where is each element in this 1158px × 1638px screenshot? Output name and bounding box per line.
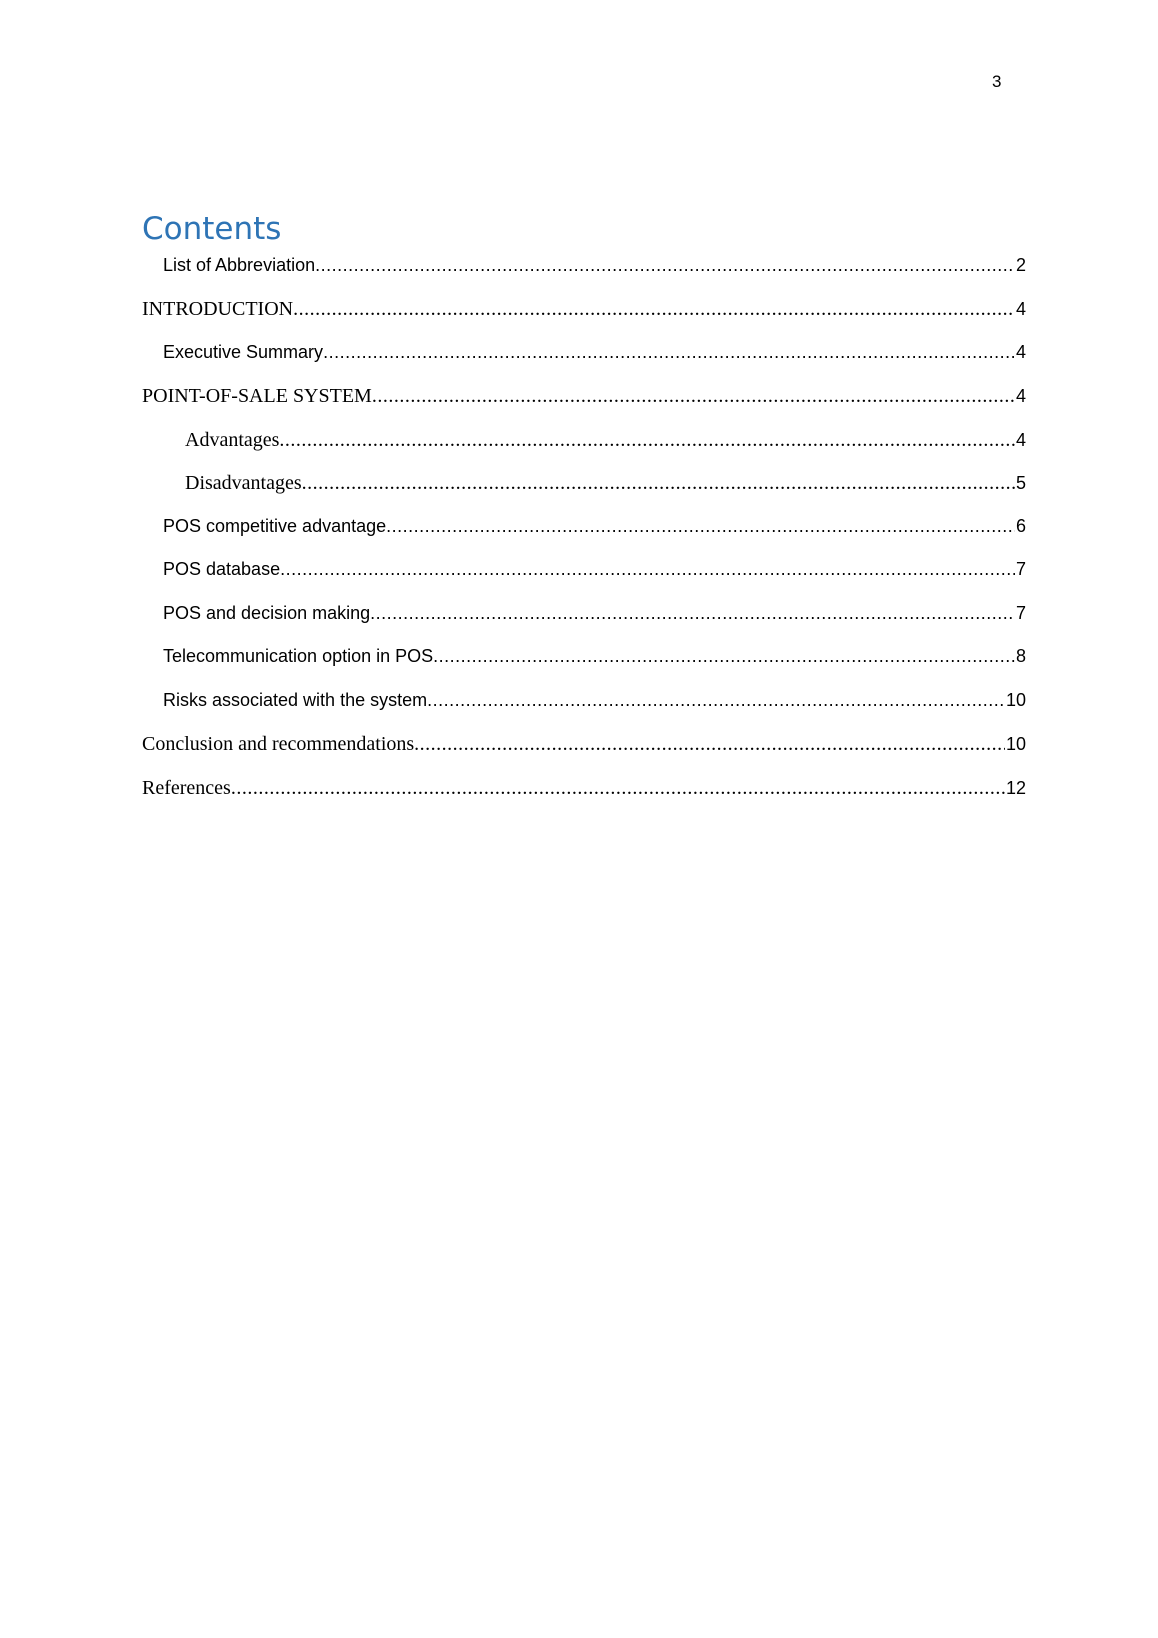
toc-leader-dots [279,429,1015,452]
toc-entry-label: Telecommunication option in POS [163,646,434,666]
toc-leader-dots [231,777,1005,800]
toc-entry-page: 6 [1015,516,1026,536]
toc-entry-list-of-abbreviation[interactable] [142,255,1026,281]
toc-entry-page: 7 [1015,603,1026,623]
toc-entry-label: POS competitive advantage [163,516,387,536]
toc-entry-risks-associated[interactable] [142,690,1026,716]
toc-entry-pos-and-decision-making[interactable] [142,603,1026,629]
toc-entry-label: INTRODUCTION [142,298,294,320]
toc-entry-label: Advantages [185,429,280,451]
toc-entry-introduction[interactable] [142,298,1026,324]
toc-entry-point-of-sale-system[interactable] [142,385,1026,411]
toc-leader-dots [386,516,1015,537]
page-number: 3 [992,72,1002,91]
toc-entry-disadvantages[interactable] [142,472,1026,498]
toc-entry-page: 4 [1015,430,1026,450]
toc-leader-dots [302,472,1015,495]
toc-entry-advantages[interactable] [142,429,1026,455]
toc-entry-label: Risks associated with the system [163,690,428,710]
toc-entry-label: Disadvantages [185,472,302,494]
toc-entry-label: List of Abbreviation [163,255,316,275]
toc-entry-page: 10 [1005,690,1026,710]
toc-entry-page: 4 [1015,386,1026,406]
toc-entry-page: 4 [1015,342,1026,362]
toc-entry-label: Conclusion and recommendations [142,733,415,755]
toc-leader-dots [427,690,1005,711]
toc-entry-label: POS database [163,559,281,579]
toc-entry-page: 8 [1015,646,1026,666]
toc-entry-pos-database[interactable] [142,559,1026,585]
toc-entry-label: Executive Summary [163,342,324,362]
toc-entry-references[interactable] [142,777,1026,803]
toc-entry-executive-summary[interactable] [142,342,1026,368]
toc-entry-page: 7 [1015,559,1026,579]
toc-entry-page: 4 [1015,299,1026,319]
toc-entry-page: 5 [1015,473,1026,493]
toc-entry-conclusion-and-recommendations[interactable] [142,733,1026,759]
toc-entry-pos-competitive-advantage[interactable] [142,516,1026,542]
toc-leader-dots [323,342,1015,363]
toc-leader-dots [280,559,1015,580]
toc-leader-dots [372,385,1015,408]
toc-heading: Contents [142,211,282,247]
toc-entry-page: 10 [1005,734,1026,754]
toc-entry-label: POINT-OF-SALE SYSTEM [142,385,372,407]
toc-entry-label: References [142,777,231,799]
toc-entry-page: 2 [1015,255,1026,275]
toc-entry-page: 12 [1005,778,1026,798]
toc-leader-dots [414,733,1005,756]
toc-entry-telecommunication-option[interactable] [142,646,1026,672]
toc-leader-dots [370,603,1015,624]
toc-leader-dots [433,646,1015,667]
toc-leader-dots [315,255,1015,276]
toc-leader-dots [293,298,1015,321]
toc-entry-label: POS and decision making [163,603,371,623]
